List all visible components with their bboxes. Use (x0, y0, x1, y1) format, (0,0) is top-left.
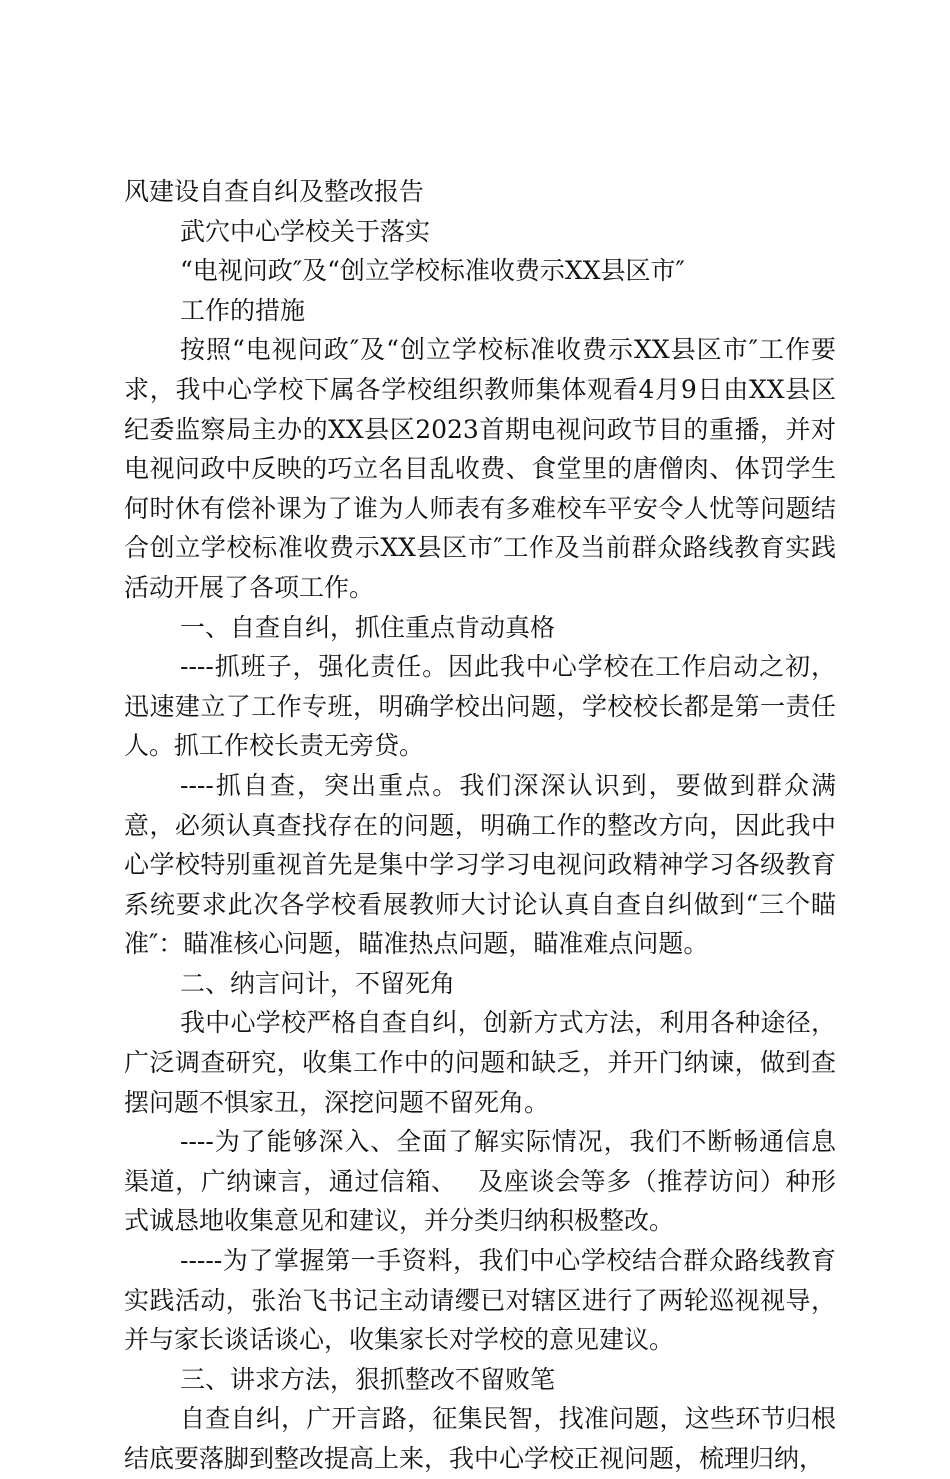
section-3-paragraph-1: 自查自纠，广开言路，征集民智，找准问题，这些环节归根结底要落脚到整改提高上来，我中心学校正视问题，梳理归纳， (124, 1404, 836, 1473)
section-2-heading: 二、纳言问计，不留死角 (180, 968, 456, 998)
section-1-paragraph-1: ----抓班子，强化责任。因此我中心学校在工作启动之初，迅速建立了工作专班，明确学校出问题，学校校长都是第一责任人。抓工作校长责无旁贷。 (124, 652, 836, 761)
section-2-paragraph-3: -----为了掌握第一手资料，我们中心学校结合群众路线教育实践活动，张治飞书记主动请缨已对辖区进行了两轮巡视视导，并与家长谈话谈心，收集家长对学校的意见建议。 (124, 1246, 836, 1355)
section-1-paragraph-2: ----抓自查，突出重点。我们深深认识到，要做到群众满意，必须认真查找存在的问题，明确工作的整改方向，因此我中心学校特别重视首先是集中学习学习电视问政精神学习各级教育系统要求此次各学校看展教师大讨论认真自查自纠做到“三个瞄准″：瞄准核心问题，瞄准热点问题，瞄准难点问题。 (124, 770, 836, 959)
section-1-heading: 一、自查自纠，抓住重点肯动真格 (180, 612, 556, 642)
intro-paragraph: 按照“电视问政″及“创立学校标准收费示XX县区市″工作要求，我中心学校下属各学校组织教师集体观看4月9日由XX县区纪委监察局主办的XX县区2023首期电视问政节目的重播，并对电视问政中反映的巧立名目乱收费、食堂里的唐僧肉、体罚学生何时休有偿补课为了谁为人师表有多难校车平安令人忧等问题结合创立学校标准收费示XX县区市″工作及当前群众路线教育实践活动开展了各项工作。 (124, 335, 836, 602)
document-body (124, 172, 836, 1479)
subtitle-line-2: “电视问政″及“创立学校标准收费示XX县区市″ (180, 256, 685, 286)
subtitle-line-3: 工作的措施 (180, 295, 306, 325)
subtitle-line-1: 武穴中心学校关于落实 (180, 216, 431, 246)
section-2-paragraph-1: 我中心学校严格自查自纠，创新方式方法，利用各种途径，广泛调查研究，收集工作中的问题和缺乏，并开门纳谏，做到查摆问题不惧家丑，深挖问题不留死角。 (124, 1008, 836, 1117)
section-3-heading: 三、讲求方法，狠抓整改不留败笔 (180, 1364, 556, 1394)
title-fragment: 风建设自查自纠及整改报告 (124, 177, 425, 206)
section-2-paragraph-2: ----为了能够深入、全面了解实际情况，我们不断畅通信息渠道，广纳谏言，通过信箱、 及座谈会等多（推荐访问）种形式诚恳地收集意见和建议，并分类归纳积极整改。 (124, 1127, 836, 1236)
